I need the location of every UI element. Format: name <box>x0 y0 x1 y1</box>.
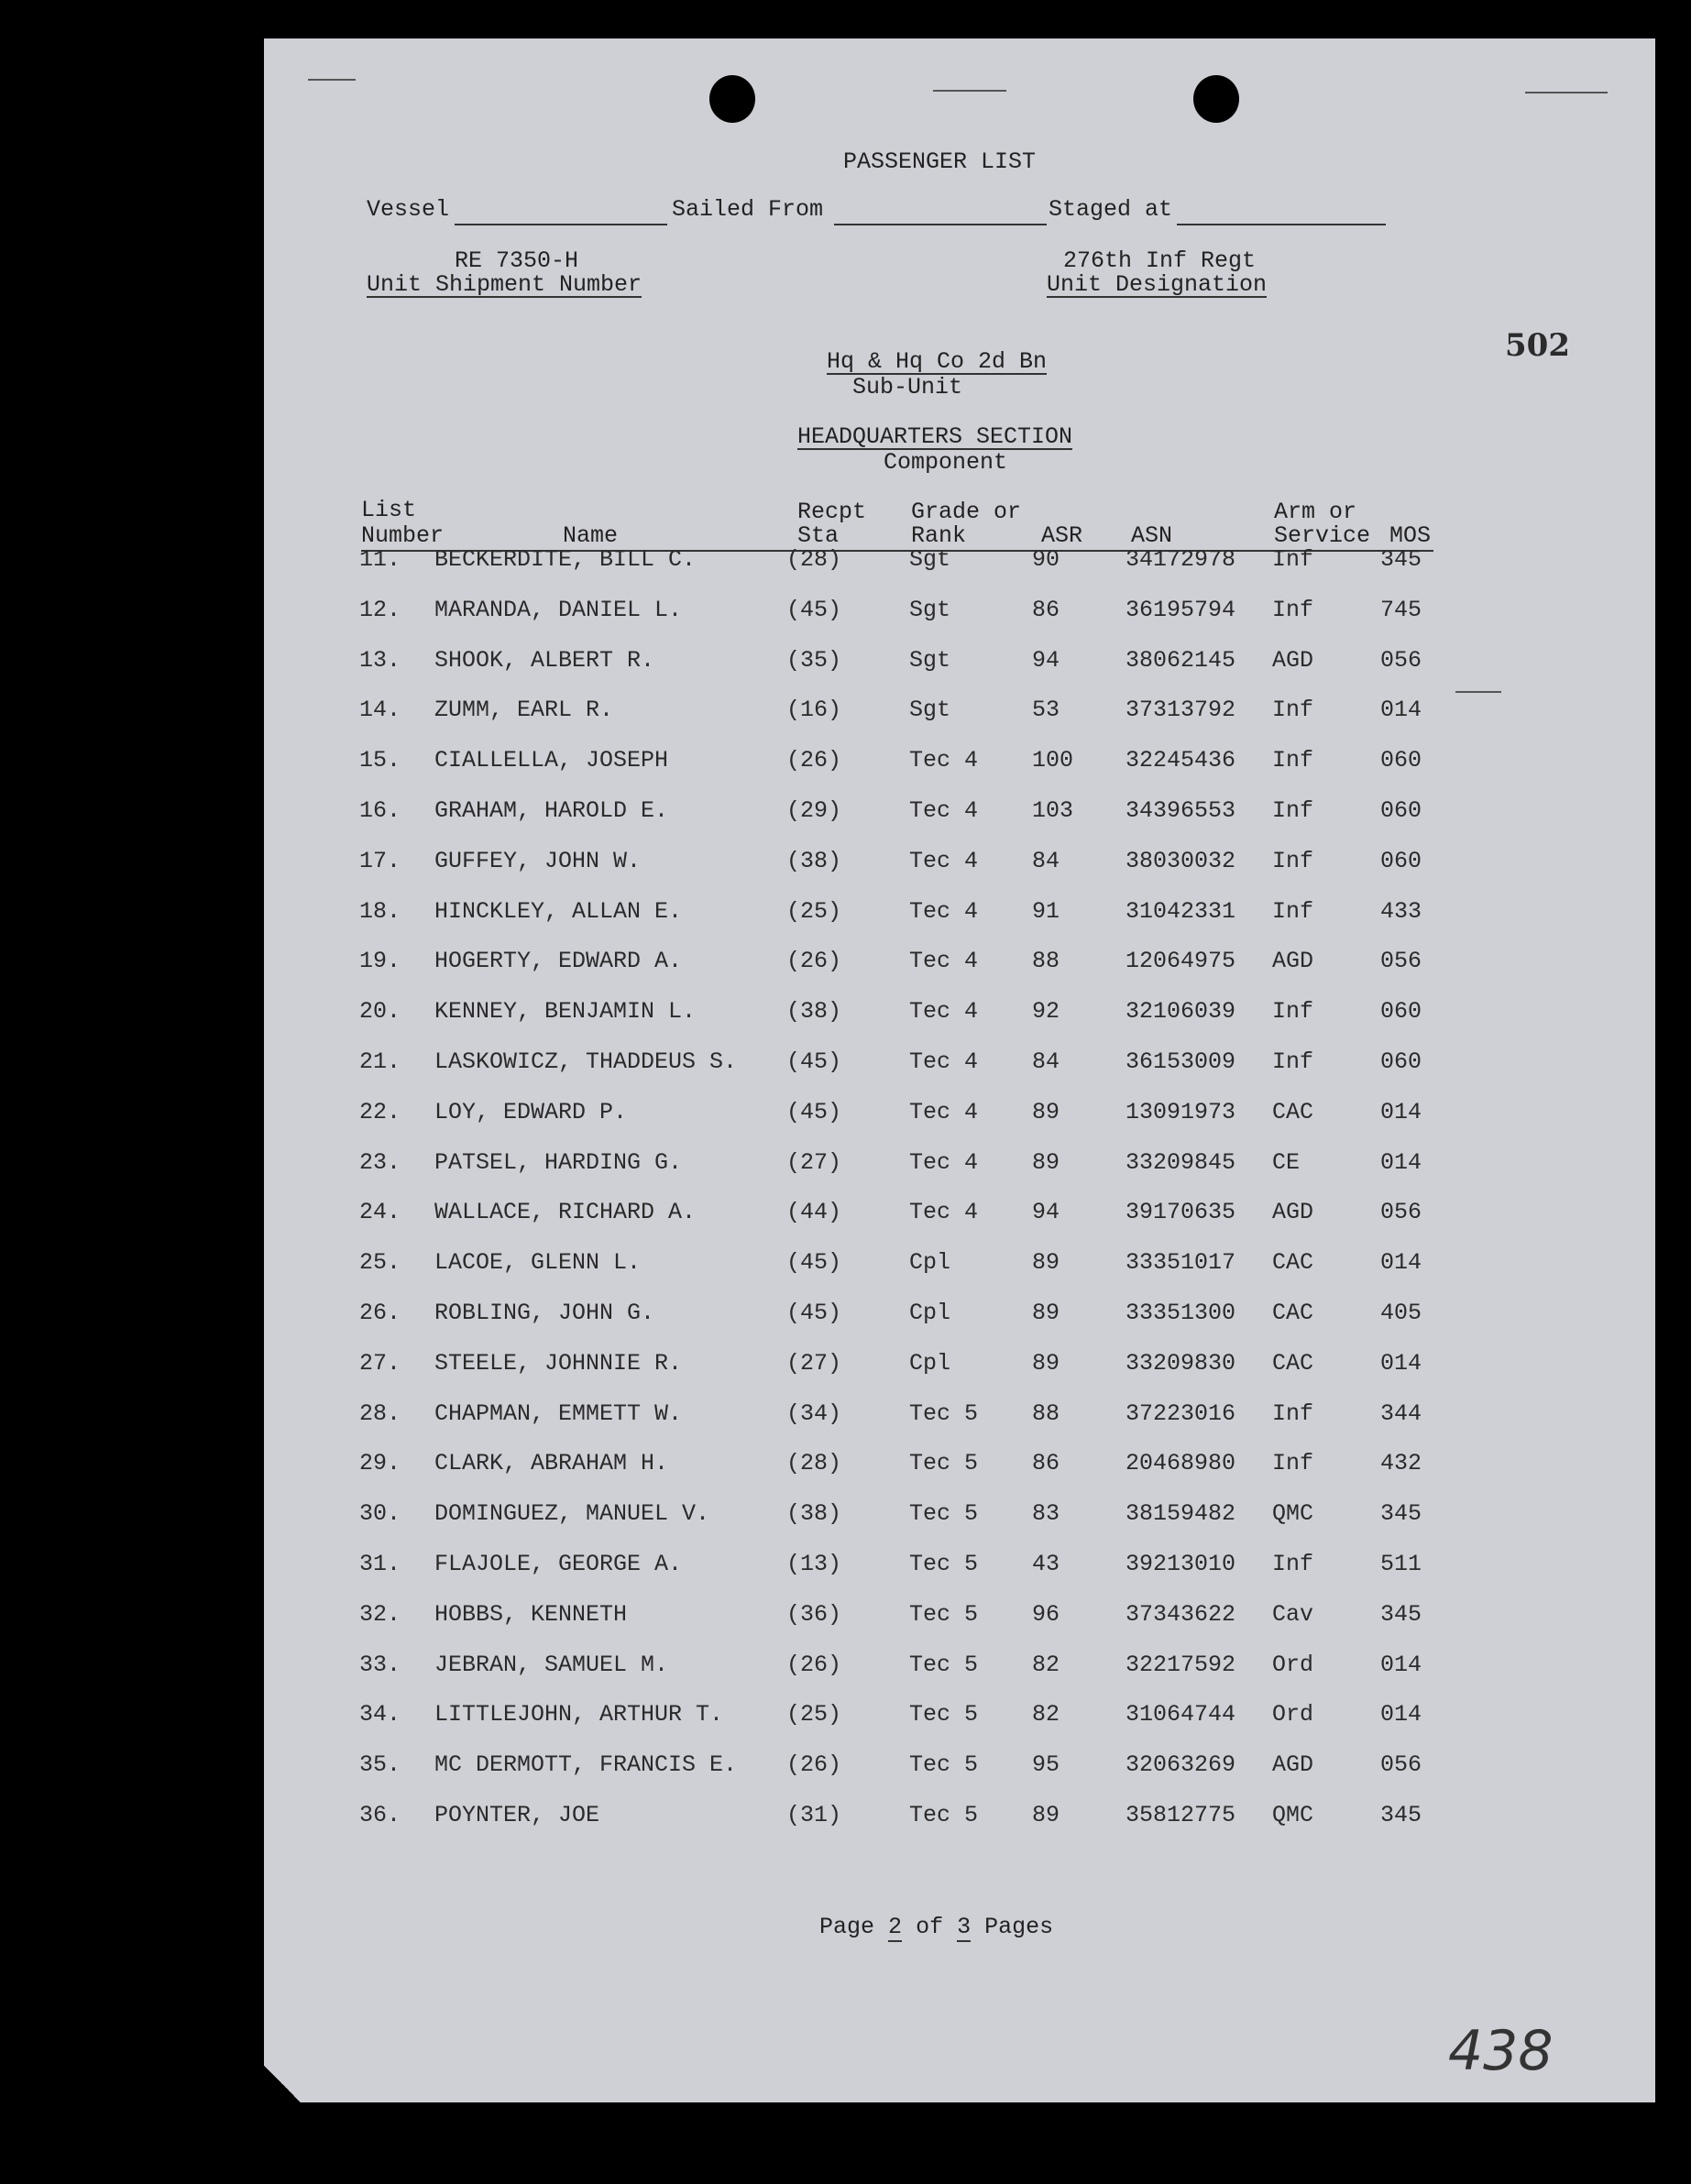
asr-value: 92 <box>1032 998 1060 1025</box>
passenger-name: DOMINGUEZ, MANUEL V. <box>434 1500 710 1527</box>
asr-value: 86 <box>1032 597 1060 623</box>
col-arm-2: Service <box>1274 522 1371 549</box>
grade-rank: Tec 5 <box>909 1802 979 1828</box>
asn-value: 38030032 <box>1126 848 1236 874</box>
asn-value: 12064975 <box>1126 948 1236 974</box>
mos-value: 056 <box>1380 948 1422 974</box>
top-dash <box>933 90 1006 92</box>
asr-value: 95 <box>1032 1751 1060 1778</box>
recpt-sta: (25) <box>786 1701 842 1728</box>
list-number: 23. <box>359 1149 401 1176</box>
grade-rank: Tec 4 <box>909 797 979 824</box>
asn-value: 34172978 <box>1126 546 1236 573</box>
recpt-sta: (38) <box>786 848 842 874</box>
passenger-name: SHOOK, ALBERT R. <box>434 647 655 674</box>
asn-value: 31042331 <box>1126 898 1236 925</box>
mos-value: 060 <box>1380 1048 1422 1075</box>
recpt-sta: (27) <box>786 1350 842 1377</box>
list-number: 22. <box>359 1099 401 1125</box>
asn-value: 38159482 <box>1126 1500 1236 1527</box>
footer-prefix: Page <box>819 1914 875 1940</box>
arm-service: CAC <box>1272 1350 1314 1377</box>
recpt-sta: (34) <box>786 1400 842 1427</box>
asr-value: 89 <box>1032 1149 1060 1176</box>
vessel-label: Vessel <box>367 196 450 223</box>
mos-value: 745 <box>1380 597 1422 623</box>
asr-value: 89 <box>1032 1300 1060 1326</box>
col-list-2: Number <box>361 522 445 549</box>
asn-value: 36153009 <box>1126 1048 1236 1075</box>
arm-service: QMC <box>1272 1802 1314 1828</box>
recpt-sta: (27) <box>786 1149 842 1176</box>
list-number: 11. <box>359 546 401 573</box>
recpt-sta: (45) <box>786 597 842 623</box>
list-number: 30. <box>359 1500 401 1527</box>
top-dash <box>308 79 356 81</box>
unit-designation-label: Unit Designation <box>1047 271 1268 298</box>
recpt-sta: (28) <box>786 1450 842 1476</box>
list-number: 20. <box>359 998 401 1025</box>
footer-page: 2 <box>888 1914 903 1940</box>
shipment-number-label: Unit Shipment Number <box>367 271 642 298</box>
list-number: 15. <box>359 747 401 774</box>
grade-rank: Tec 4 <box>909 948 979 974</box>
grade-rank: Tec 5 <box>909 1400 979 1427</box>
asn-value: 34396553 <box>1126 797 1236 824</box>
sailed-from-label: Sailed From <box>672 196 824 223</box>
recpt-sta: (31) <box>786 1802 842 1828</box>
mos-value: 056 <box>1380 1751 1422 1778</box>
col-grade-1: Grade or <box>911 499 1022 525</box>
asr-value: 84 <box>1032 848 1060 874</box>
asn-value: 36195794 <box>1126 597 1236 623</box>
grade-rank: Tec 4 <box>909 1048 979 1075</box>
list-number: 33. <box>359 1652 401 1678</box>
arm-service: Inf <box>1272 1048 1314 1075</box>
mos-value: 056 <box>1380 647 1422 674</box>
form-title: PASSENGER LIST <box>843 148 1037 175</box>
list-number: 14. <box>359 697 401 723</box>
grade-rank: Tec 5 <box>909 1701 979 1728</box>
asn-value: 32106039 <box>1126 998 1236 1025</box>
list-number: 19. <box>359 948 401 974</box>
asr-value: 86 <box>1032 1450 1060 1476</box>
asn-value: 33351300 <box>1126 1300 1236 1326</box>
grade-rank: Tec 4 <box>909 747 979 774</box>
grade-rank: Sgt <box>909 597 951 623</box>
grade-rank: Cpl <box>909 1350 951 1377</box>
passenger-name: WALLACE, RICHARD A. <box>434 1199 697 1225</box>
grade-rank: Tec 4 <box>909 998 979 1025</box>
asr-value: 89 <box>1032 1249 1060 1276</box>
passenger-name: BECKERDITE, BILL C. <box>434 546 697 573</box>
recpt-sta: (26) <box>786 1652 842 1678</box>
arm-service: Ord <box>1272 1652 1314 1678</box>
asn-value: 13091973 <box>1126 1099 1236 1125</box>
passenger-name: CIALLELLA, JOSEPH <box>434 747 669 774</box>
arm-service: Inf <box>1272 848 1314 874</box>
passenger-name: LACOE, GLENN L. <box>434 1249 642 1276</box>
shipment-number: RE 7350-H <box>455 247 579 274</box>
passenger-name: ZUMM, EARL R. <box>434 697 614 723</box>
passenger-name: POYNTER, JOE <box>434 1802 600 1828</box>
mos-value: 014 <box>1380 1350 1422 1377</box>
passenger-name: HOGERTY, EDWARD A. <box>434 948 683 974</box>
passenger-name: LITTLEJOHN, ARTHUR T. <box>434 1701 724 1728</box>
list-number: 16. <box>359 797 401 824</box>
passenger-name: MARANDA, DANIEL L. <box>434 597 683 623</box>
arm-service: AGD <box>1272 948 1314 974</box>
mos-value: 345 <box>1380 1802 1422 1828</box>
document-page <box>264 38 1655 2102</box>
grade-rank: Sgt <box>909 546 951 573</box>
grade-rank: Tec 4 <box>909 1099 979 1125</box>
mos-value: 060 <box>1380 848 1422 874</box>
asr-value: 43 <box>1032 1551 1060 1577</box>
recpt-sta: (45) <box>786 1048 842 1075</box>
list-number: 17. <box>359 848 401 874</box>
arm-service: Inf <box>1272 797 1314 824</box>
arm-service: QMC <box>1272 1500 1314 1527</box>
asr-value: 88 <box>1032 1400 1060 1427</box>
grade-rank: Tec 5 <box>909 1500 979 1527</box>
sub-unit: Hq & Hq Co 2d Bn <box>827 348 1048 375</box>
grade-rank: Cpl <box>909 1300 951 1326</box>
punch-hole-right <box>1193 75 1239 123</box>
mos-value: 014 <box>1380 1249 1422 1276</box>
mos-value: 014 <box>1380 697 1422 723</box>
passenger-name: GRAHAM, HAROLD E. <box>434 797 669 824</box>
recpt-sta: (13) <box>786 1551 842 1577</box>
recpt-sta: (38) <box>786 1500 842 1527</box>
asr-value: 103 <box>1032 797 1074 824</box>
staged-at-blank <box>1177 224 1386 225</box>
list-number: 27. <box>359 1350 401 1377</box>
col-asn: ASN <box>1131 522 1173 549</box>
passenger-name: GUFFEY, JOHN W. <box>434 848 642 874</box>
asn-value: 33209830 <box>1126 1350 1236 1377</box>
recpt-sta: (28) <box>786 546 842 573</box>
page-footer <box>819 1915 1053 1938</box>
recpt-sta: (35) <box>786 647 842 674</box>
passenger-name: KENNEY, BENJAMIN L. <box>434 998 697 1025</box>
passenger-name: LASKOWICZ, THADDEUS S. <box>434 1048 738 1075</box>
footer-of: of <box>916 1914 944 1940</box>
asr-value: 94 <box>1032 647 1060 674</box>
arm-service: Inf <box>1272 898 1314 925</box>
top-dash <box>1525 92 1608 93</box>
asr-value: 82 <box>1032 1652 1060 1678</box>
sub-unit-label: Sub-Unit <box>852 374 963 401</box>
asr-value: 94 <box>1032 1199 1060 1225</box>
asr-value: 88 <box>1032 948 1060 974</box>
col-mos: MOS <box>1389 522 1432 549</box>
punch-hole-left <box>709 75 755 123</box>
mos-value: 014 <box>1380 1099 1422 1125</box>
arm-service: Inf <box>1272 546 1314 573</box>
grade-rank: Tec 5 <box>909 1652 979 1678</box>
grade-rank: Tec 5 <box>909 1551 979 1577</box>
grade-rank: Tec 5 <box>909 1450 979 1476</box>
staged-at-label: Staged at <box>1049 196 1173 223</box>
passenger-name: JEBRAN, SAMUEL M. <box>434 1652 669 1678</box>
asr-value: 82 <box>1032 1701 1060 1728</box>
recpt-sta: (26) <box>786 747 842 774</box>
grade-rank: Tec 4 <box>909 848 979 874</box>
passenger-name: ROBLING, JOHN G. <box>434 1300 655 1326</box>
grade-rank: Tec 5 <box>909 1751 979 1778</box>
asr-value: 90 <box>1032 546 1060 573</box>
mos-value: 344 <box>1380 1400 1422 1427</box>
col-grade-2: Rank <box>911 522 967 549</box>
asn-value: 33351017 <box>1126 1249 1236 1276</box>
sailed-from-blank <box>834 224 1047 225</box>
arm-service: CE <box>1272 1149 1301 1176</box>
list-number: 13. <box>359 647 401 674</box>
passenger-name: HOBBS, KENNETH <box>434 1601 628 1628</box>
grade-rank: Sgt <box>909 697 951 723</box>
footer-total: 3 <box>957 1914 972 1940</box>
recpt-sta: (26) <box>786 948 842 974</box>
passenger-name: STEELE, JOHNNIE R. <box>434 1350 683 1377</box>
recpt-sta: (45) <box>786 1300 842 1326</box>
asr-value: 83 <box>1032 1500 1060 1527</box>
list-number: 21. <box>359 1048 401 1075</box>
col-name: Name <box>563 522 619 549</box>
asr-value: 91 <box>1032 898 1060 925</box>
arm-service: Inf <box>1272 1400 1314 1427</box>
mos-value: 014 <box>1380 1149 1422 1176</box>
mos-value: 345 <box>1380 1500 1422 1527</box>
arm-service: Inf <box>1272 1450 1314 1476</box>
asr-value: 89 <box>1032 1350 1060 1377</box>
arm-service: Inf <box>1272 998 1314 1025</box>
asn-value: 37313792 <box>1126 697 1236 723</box>
list-number: 31. <box>359 1551 401 1577</box>
list-number: 29. <box>359 1450 401 1476</box>
grade-rank: Sgt <box>909 647 951 674</box>
handwritten-number: 438 <box>1448 2019 1554 2083</box>
recpt-sta: (44) <box>786 1199 842 1225</box>
recpt-sta: (25) <box>786 898 842 925</box>
passenger-name: LOY, EDWARD P. <box>434 1099 628 1125</box>
mos-value: 014 <box>1380 1701 1422 1728</box>
asn-value: 32217592 <box>1126 1652 1236 1678</box>
asr-value: 53 <box>1032 697 1060 723</box>
mos-value: 405 <box>1380 1300 1422 1326</box>
passenger-name: FLAJOLE, GEORGE A. <box>434 1551 683 1577</box>
recpt-sta: (45) <box>786 1099 842 1125</box>
passenger-name: HINCKLEY, ALLAN E. <box>434 898 683 925</box>
recpt-sta: (36) <box>786 1601 842 1628</box>
col-asr: ASR <box>1041 522 1083 549</box>
list-number: 28. <box>359 1400 401 1427</box>
recpt-sta: (38) <box>786 998 842 1025</box>
list-number: 34. <box>359 1701 401 1728</box>
asn-value: 31064744 <box>1126 1701 1236 1728</box>
vessel-blank <box>455 224 667 225</box>
recpt-sta: (45) <box>786 1249 842 1276</box>
mos-value: 056 <box>1380 1199 1422 1225</box>
mos-value: 433 <box>1380 898 1422 925</box>
asr-value: 96 <box>1032 1601 1060 1628</box>
asn-value: 32245436 <box>1126 747 1236 774</box>
asn-value: 37223016 <box>1126 1400 1236 1427</box>
mos-value: 060 <box>1380 998 1422 1025</box>
mos-value: 060 <box>1380 747 1422 774</box>
asn-value: 32063269 <box>1126 1751 1236 1778</box>
list-number: 36. <box>359 1802 401 1828</box>
col-arm-1: Arm or <box>1274 499 1357 525</box>
mos-value: 060 <box>1380 797 1422 824</box>
grade-rank: Tec 5 <box>909 1601 979 1628</box>
asr-value: 89 <box>1032 1802 1060 1828</box>
asn-value: 38062145 <box>1126 647 1236 674</box>
asr-value: 89 <box>1032 1099 1060 1125</box>
asn-value: 20468980 <box>1126 1450 1236 1476</box>
arm-service: AGD <box>1272 1199 1314 1225</box>
recpt-sta: (26) <box>786 1751 842 1778</box>
margin-dash <box>1455 691 1501 693</box>
col-recpt-1: Recpt <box>797 499 867 525</box>
mos-value: 345 <box>1380 1601 1422 1628</box>
list-number: 26. <box>359 1300 401 1326</box>
grade-rank: Tec 4 <box>909 898 979 925</box>
recpt-sta: (16) <box>786 697 842 723</box>
component: HEADQUARTERS SECTION <box>797 423 1073 450</box>
mos-value: 014 <box>1380 1652 1422 1678</box>
list-number: 24. <box>359 1199 401 1225</box>
grade-rank: Cpl <box>909 1249 951 1276</box>
recpt-sta: (29) <box>786 797 842 824</box>
arm-service: AGD <box>1272 647 1314 674</box>
mos-value: 511 <box>1380 1551 1422 1577</box>
mos-value: 345 <box>1380 546 1422 573</box>
list-number: 35. <box>359 1751 401 1778</box>
arm-service: Inf <box>1272 747 1314 774</box>
asr-value: 84 <box>1032 1048 1060 1075</box>
arm-service: Cav <box>1272 1601 1314 1628</box>
mos-value: 432 <box>1380 1450 1422 1476</box>
grade-rank: Tec 4 <box>909 1149 979 1176</box>
col-recpt-2: Sta <box>797 522 840 549</box>
list-number: 18. <box>359 898 401 925</box>
page-stamp: 502 <box>1505 327 1570 364</box>
arm-service: Inf <box>1272 697 1314 723</box>
asn-value: 33209845 <box>1126 1149 1236 1176</box>
asn-value: 39170635 <box>1126 1199 1236 1225</box>
list-number: 25. <box>359 1249 401 1276</box>
asn-value: 37343622 <box>1126 1601 1236 1628</box>
grade-rank: Tec 4 <box>909 1199 979 1225</box>
arm-service: Inf <box>1272 597 1314 623</box>
component-label: Component <box>884 449 1008 476</box>
passenger-name: PATSEL, HARDING G. <box>434 1149 683 1176</box>
asn-value: 35812775 <box>1126 1802 1236 1828</box>
arm-service: Ord <box>1272 1701 1314 1728</box>
arm-service: AGD <box>1272 1751 1314 1778</box>
passenger-name: CLARK, ABRAHAM H. <box>434 1450 669 1476</box>
list-number: 12. <box>359 597 401 623</box>
arm-service: Inf <box>1272 1551 1314 1577</box>
arm-service: CAC <box>1272 1099 1314 1125</box>
arm-service: CAC <box>1272 1249 1314 1276</box>
list-number: 32. <box>359 1601 401 1628</box>
asr-value: 100 <box>1032 747 1074 774</box>
footer-suffix: Pages <box>984 1914 1054 1940</box>
passenger-name: MC DERMOTT, FRANCIS E. <box>434 1751 738 1778</box>
arm-service: CAC <box>1272 1300 1314 1326</box>
passenger-name: CHAPMAN, EMMETT W. <box>434 1400 683 1427</box>
unit-designation: 276th Inf Regt <box>1063 247 1257 274</box>
asn-value: 39213010 <box>1126 1551 1236 1577</box>
col-list-1: List <box>361 497 417 523</box>
